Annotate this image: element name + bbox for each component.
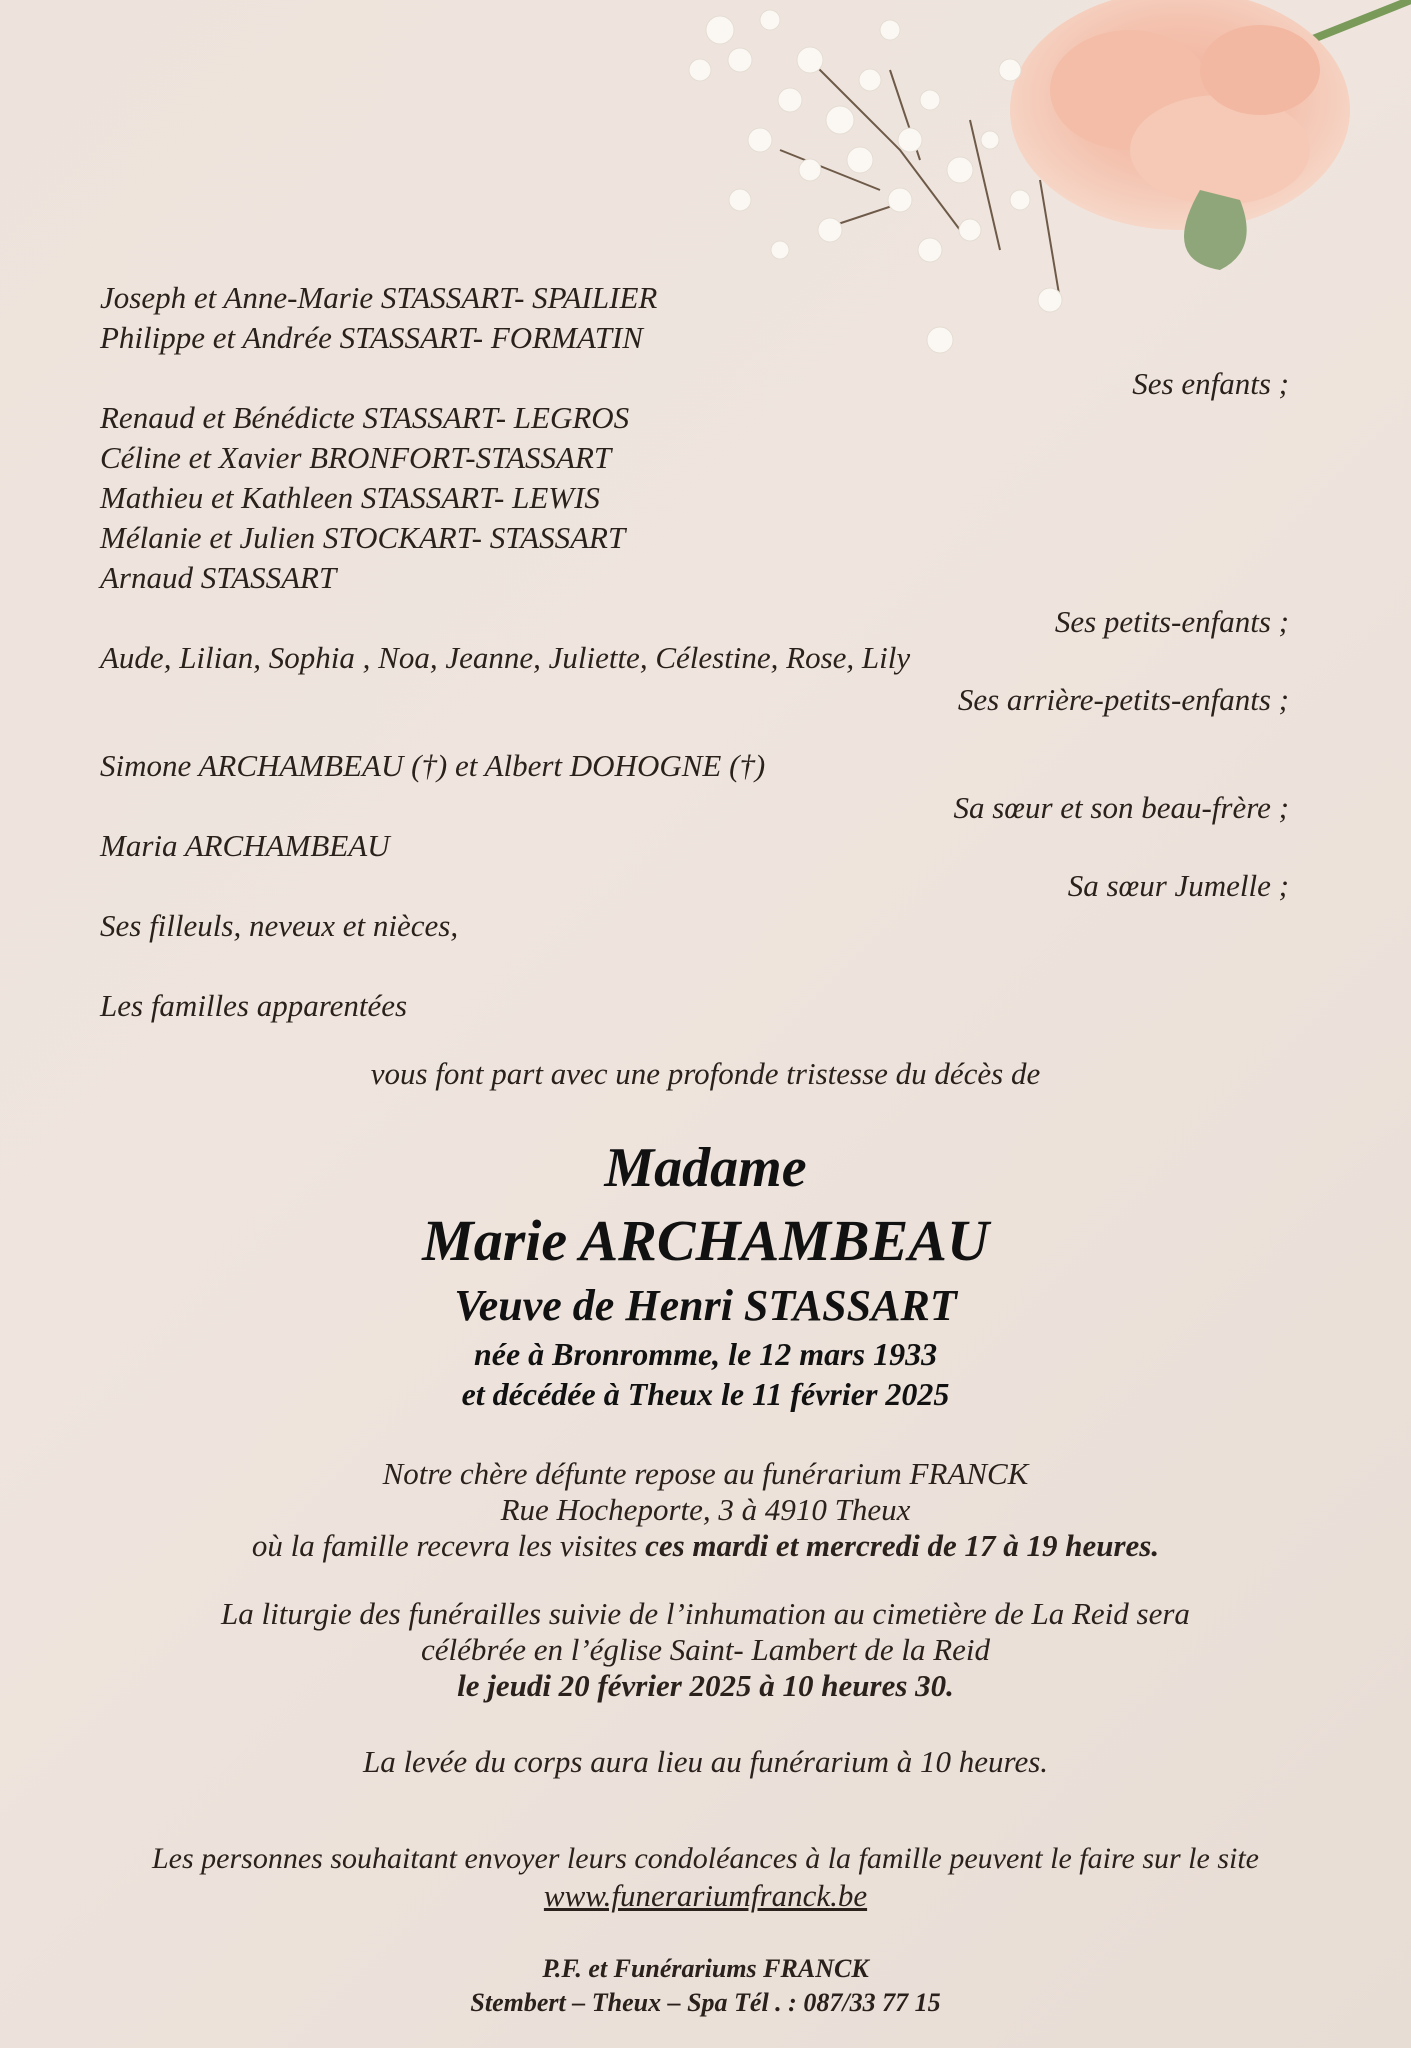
visitation-line-3 <box>0 1530 1411 1561</box>
funeral-line-3: le jeudi 20 février 2025 à 10 heures 30. <box>457 1668 954 1703</box>
flower-decoration <box>660 0 1411 420</box>
deceased-name: Marie ARCHAMBEAU <box>422 1208 989 1273</box>
children-label: Ses enfants ; <box>1132 366 1289 401</box>
sister-line: Simone ARCHAMBEAU (†) et Albert DOHOGNE (†) <box>100 748 766 783</box>
godchildren-line: Ses filleuls, neveux et nièces, <box>100 908 459 943</box>
deceased-honorific: Madame <box>604 1137 807 1199</box>
footer-line-1: P.F. et Funérariums FRANCK <box>542 1954 869 1983</box>
funeral-line-1: La liturgie des funérailles suivie de l’inhumation au cimetière de La Reid sera <box>221 1596 1190 1631</box>
funeral-line-2: célébrée en l’église Saint- Lambert de la Reid <box>420 1632 991 1667</box>
great-grandchildren-line: Aude, Lilian, Sophia , Noa, Jeanne, Juliette, Célestine, Rose, Lily <box>100 640 911 675</box>
grandchild-line: Mélanie et Julien STOCKART- STASSART <box>100 520 626 555</box>
visitation-prefix: où la famille recevra les visites <box>251 1528 646 1563</box>
children-line-2: Philippe et Andrée STASSART- FORMATIN <box>100 320 643 355</box>
grandchild-line: Renaud et Bénédicte STASSART- LEGROS <box>100 400 630 435</box>
deceased-died: et décédée à Theux le 11 février 2025 <box>461 1376 950 1412</box>
great-grandchildren-label: Ses arrière-petits-enfants ; <box>957 682 1289 717</box>
grandchildren-label: Ses petits-enfants ; <box>1054 604 1289 639</box>
announcement-line: vous font part avec une profonde tristesse du décès de <box>370 1056 1041 1091</box>
grandchild-line: Céline et Xavier BRONFORT-STASSART <box>100 440 612 475</box>
children-line-1: Joseph et Anne-Marie STASSART- SPAILIER <box>100 280 658 315</box>
twin-label: Sa sœur Jumelle ; <box>1067 868 1289 903</box>
condolences-text: Les personnes souhaitant envoyer leurs condoléances à la famille peuvent le faire sur le site <box>151 1842 1259 1875</box>
grandchild-line: Mathieu et Kathleen STASSART- LEWIS <box>100 480 600 515</box>
levee-line: La levée du corps aura lieu au funérarium à 10 heures. <box>362 1744 1049 1779</box>
visitation-line-1: Notre chère défunte repose au funérarium FRANCK <box>382 1456 1029 1491</box>
grandchild-line: Arnaud STASSART <box>100 560 337 595</box>
condolences-link-row <box>0 1880 1411 1911</box>
deceased-born: née à Bronromme, le 12 mars 1933 <box>473 1336 938 1372</box>
families-line: Les familles apparentées <box>100 988 408 1023</box>
sister-label: Sa sœur et son beau-frère ; <box>953 790 1289 825</box>
visitation-times: ces mardi et mercredi de 17 à 19 heures. <box>645 1528 1160 1563</box>
footer-line-2: Stembert – Theux – Spa Tél . : 087/33 77 15 <box>470 1988 941 2017</box>
visitation-line-2: Rue Hocheporte, 3 à 4910 Theux <box>500 1492 911 1527</box>
deceased-widow: Veuve de Henri STASSART <box>454 1281 957 1330</box>
twin-line: Maria ARCHAMBEAU <box>100 828 390 863</box>
website-link[interactable]: www.funerariumfranck.be <box>543 1878 868 1913</box>
